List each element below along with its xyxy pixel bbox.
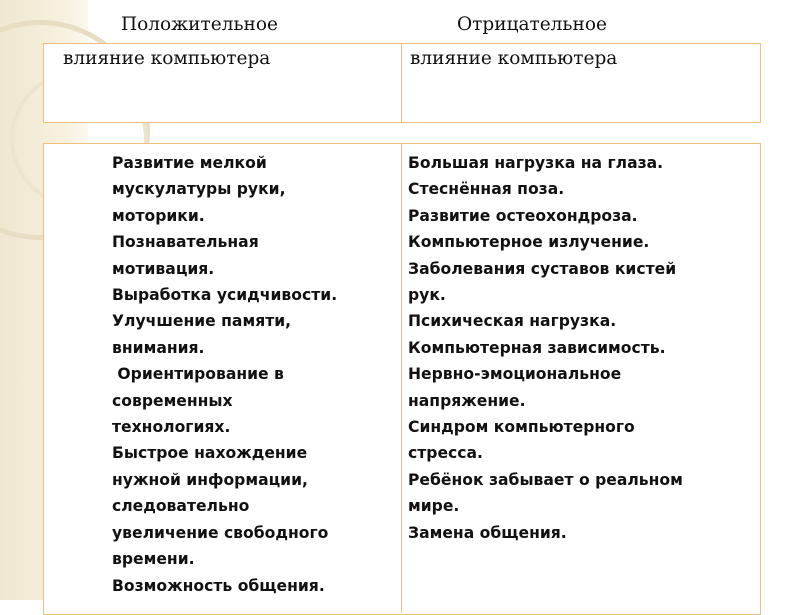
positive-line: внимания. bbox=[112, 338, 205, 357]
negative-line: Заболевания суставов кистей bbox=[408, 259, 677, 278]
negative-line: Развитие остеохондроза. bbox=[408, 206, 638, 225]
positive-line: времени. bbox=[112, 550, 195, 569]
header-cell-positive bbox=[63, 8, 278, 76]
header-positive-line2: влияние компьютера bbox=[63, 48, 271, 69]
positive-line: моторики. bbox=[112, 206, 205, 225]
negative-line: Замена общения. bbox=[408, 523, 567, 542]
negative-line: рук. bbox=[408, 286, 446, 305]
negative-line: Стеснённая поза. bbox=[408, 180, 565, 199]
header-negative-line2: влияние компьютера bbox=[410, 48, 618, 69]
negative-line: Синдром компьютерного bbox=[408, 418, 635, 437]
positive-line: мотивация. bbox=[112, 259, 215, 278]
positive-line: Развитие мелкой bbox=[112, 154, 267, 172]
header-cell-negative bbox=[410, 8, 617, 76]
positive-effects-list bbox=[112, 150, 397, 599]
body-column-divider bbox=[401, 143, 402, 613]
positive-line: технологиях. bbox=[112, 418, 231, 437]
positive-line: Быстрое нахождение bbox=[112, 444, 308, 463]
negative-line: мире. bbox=[408, 497, 460, 516]
positive-line: современных bbox=[112, 391, 233, 410]
negative-line: напряжение. bbox=[408, 391, 526, 410]
positive-line: Возможность общения. bbox=[112, 576, 325, 595]
negative-line: Компьютерная зависимость. bbox=[408, 338, 666, 357]
header-column-divider bbox=[401, 43, 402, 123]
negative-line: стресса. bbox=[408, 444, 483, 463]
positive-line: нужной информации, bbox=[112, 470, 308, 489]
header-positive-line1: Положительное bbox=[121, 14, 278, 35]
positive-line: увеличение свободного bbox=[112, 523, 329, 542]
negative-line: Компьютерное излучение. bbox=[408, 233, 650, 252]
negative-line: Нервно-эмоциональное bbox=[408, 365, 622, 384]
positive-line: следовательно bbox=[112, 497, 250, 516]
negative-effects-list bbox=[408, 150, 753, 546]
header-negative-line1: Отрицательное bbox=[457, 14, 607, 35]
negative-line: Большая нагрузка на глаза. bbox=[408, 154, 664, 172]
negative-line: Ребёнок забывает о реальном bbox=[408, 470, 683, 489]
negative-line: Психическая нагрузка. bbox=[408, 312, 617, 331]
positive-line: Ориентирование в bbox=[112, 365, 284, 384]
positive-line: Выработка усидчивости. bbox=[112, 286, 338, 305]
positive-line: мускулатуры руки, bbox=[112, 180, 286, 199]
positive-line: Познавательная bbox=[112, 233, 259, 252]
positive-line: Улучшение памяти, bbox=[112, 312, 292, 331]
